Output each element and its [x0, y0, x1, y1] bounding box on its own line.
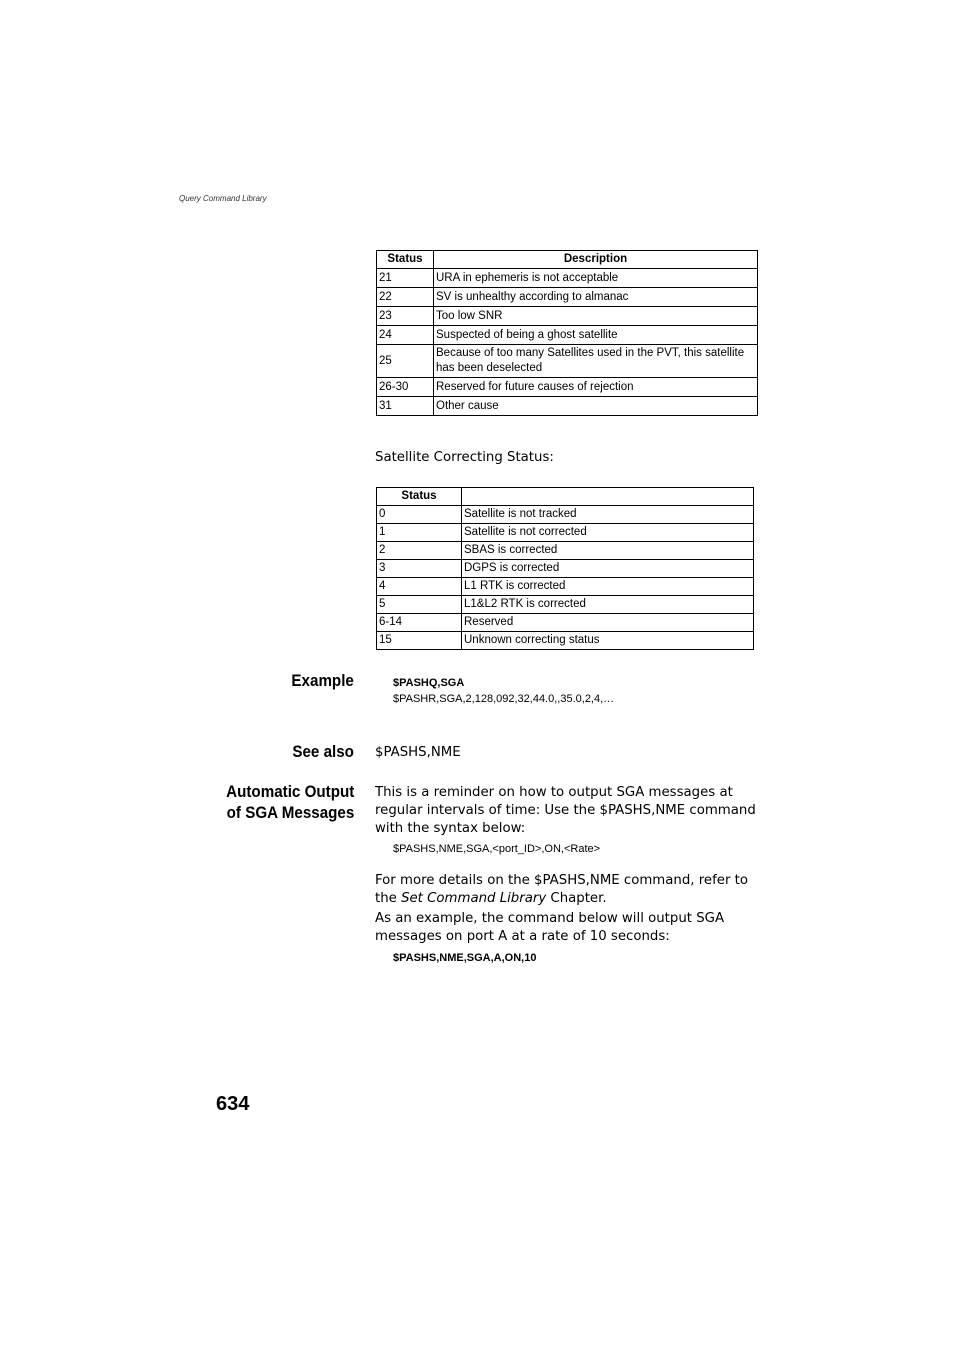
table-row: [377, 326, 758, 345]
column-header-status: Status: [377, 251, 434, 269]
table-row: [377, 542, 754, 560]
status-cell: 5: [377, 596, 462, 614]
status-cell: 3: [377, 560, 462, 578]
status-cell: 4: [377, 578, 462, 596]
table-row: [377, 506, 754, 524]
example-heading: Example: [291, 672, 354, 690]
table-header-row: [377, 251, 758, 269]
output-example-command: $PASHS,NME,SGA,A,ON,10: [393, 952, 537, 964]
status-cell: 24: [377, 326, 434, 345]
description-cell: Other cause: [434, 397, 758, 416]
running-header: Query Command Library: [179, 194, 267, 203]
table-row: [377, 614, 754, 632]
rejection-status-table: [376, 250, 758, 416]
description-cell: Because of too many Satellites used in the PVT, this satellite has been deselected: [434, 345, 758, 378]
example-command: $PASHQ,SGA: [393, 677, 465, 689]
table-row: [377, 596, 754, 614]
table-header-row: [377, 488, 754, 506]
description-cell: Reserved: [462, 614, 754, 632]
reference-text-end: Chapter.: [546, 891, 607, 906]
table-row: [377, 632, 754, 650]
status-cell: 25: [377, 345, 434, 378]
table-row: [377, 288, 758, 307]
status-cell: 21: [377, 269, 434, 288]
description-cell: Satellite is not tracked: [462, 506, 754, 524]
status-cell: 22: [377, 288, 434, 307]
correcting-status-table: [376, 487, 754, 650]
status-cell: 1: [377, 524, 462, 542]
set-command-reference: [375, 872, 760, 908]
description-cell: L1&L2 RTK is corrected: [462, 596, 754, 614]
table-row: [377, 345, 758, 378]
status-cell: 23: [377, 307, 434, 326]
column-header-description: Description: [434, 251, 758, 269]
status-cell: 31: [377, 397, 434, 416]
automatic-output-heading-line1: Automatic Output: [225, 783, 354, 801]
description-cell: Too low SNR: [434, 307, 758, 326]
table-row: [377, 524, 754, 542]
correcting-status-caption: Satellite Correcting Status:: [375, 450, 554, 465]
chapter-title: Set Command Library: [401, 891, 547, 906]
reference-text-start: For more details on the $PASHS,NME command, refer to the: [375, 873, 748, 906]
description-cell: DGPS is corrected: [462, 560, 754, 578]
output-example-intro: As an example, the command below will output SGA messages on port A at a rate of 10 seconds:: [375, 911, 725, 944]
description-cell: URA in ephemeris is not acceptable: [434, 269, 758, 288]
table-row: [377, 307, 758, 326]
automatic-output-heading: [226, 782, 354, 824]
description-cell: SBAS is corrected: [462, 542, 754, 560]
see-also-reference: $PASHS,NME: [375, 745, 461, 760]
automatic-output-heading-line2: of SGA Messages: [226, 804, 354, 822]
see-also-heading: See also: [292, 743, 354, 761]
status-cell: 0: [377, 506, 462, 524]
page-number: 634: [216, 1093, 250, 1115]
status-cell: 15: [377, 632, 462, 650]
description-cell: Unknown correcting status: [462, 632, 754, 650]
table-row: [377, 578, 754, 596]
description-cell: Satellite is not corrected: [462, 524, 754, 542]
automatic-output-intro: This is a reminder on how to output SGA messages at regular intervals of time: Use the $PASHS,NME command with the syntax below:: [375, 785, 756, 836]
column-header-description: [462, 488, 754, 506]
description-cell: Suspected of being a ghost satellite: [434, 326, 758, 345]
status-cell: 26-30: [377, 378, 434, 397]
description-cell: Reserved for future causes of rejection: [434, 378, 758, 397]
status-cell: 6-14: [377, 614, 462, 632]
example-response: $PASHR,SGA,2,128,092,32,44.0,,35.0,2,4,…: [393, 693, 615, 705]
nme-syntax: $PASHS,NME,SGA,<port_ID>,ON,<Rate>: [393, 843, 601, 855]
table-row: [377, 397, 758, 416]
column-header-status: Status: [377, 488, 462, 506]
description-cell: L1 RTK is corrected: [462, 578, 754, 596]
status-cell: 2: [377, 542, 462, 560]
table-row: [377, 269, 758, 288]
table-row: [377, 560, 754, 578]
table-row: [377, 378, 758, 397]
description-cell: SV is unhealthy according to almanac: [434, 288, 758, 307]
